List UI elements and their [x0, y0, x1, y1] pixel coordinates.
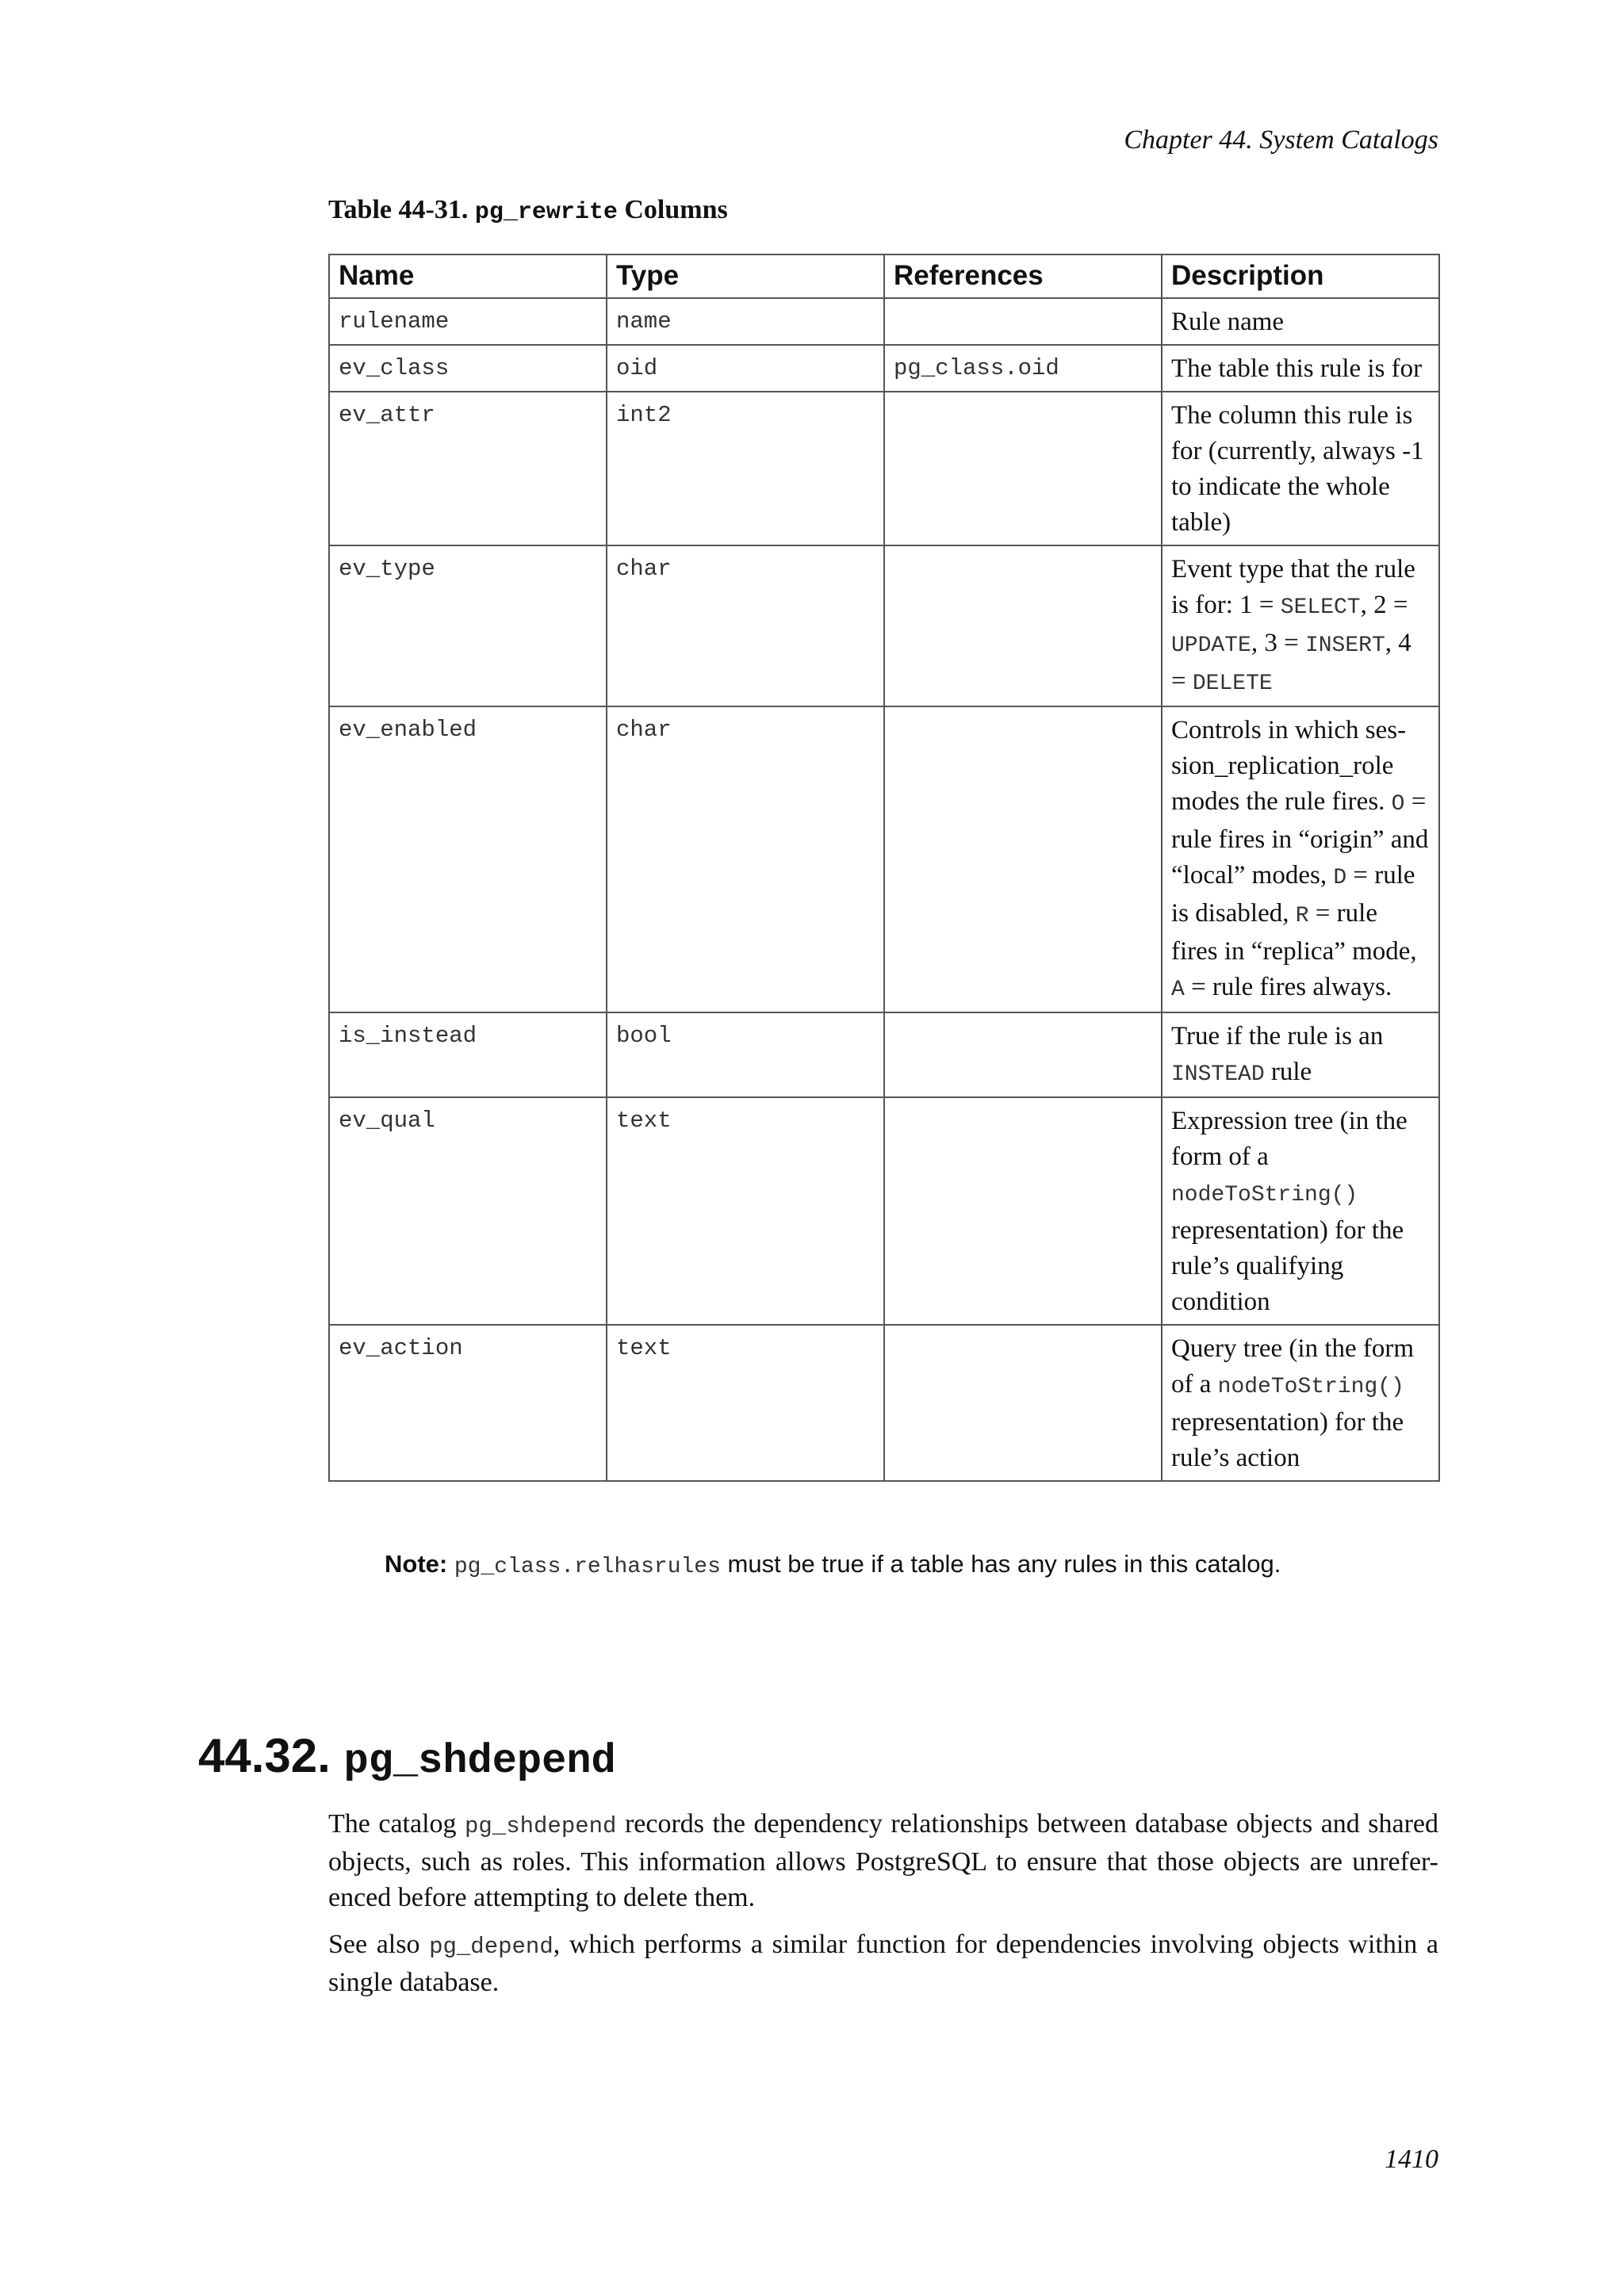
cell-references — [884, 1325, 1162, 1481]
desc-code: UPDATE — [1171, 633, 1251, 658]
table-row — [329, 298, 1439, 345]
cell-references — [884, 392, 1162, 545]
cell-type: char — [607, 706, 884, 1012]
table-row — [329, 345, 1439, 392]
desc-code: R — [1295, 904, 1309, 928]
desc-code: INSTEAD — [1171, 1062, 1265, 1087]
table-row — [329, 392, 1439, 545]
table-row — [329, 1097, 1439, 1325]
cell-references — [884, 298, 1162, 345]
desc-code: nodeToString() — [1171, 1183, 1358, 1207]
desc-code: O — [1391, 792, 1405, 817]
section-number: 44.32. — [198, 1729, 344, 1782]
cell-description — [1162, 706, 1439, 1012]
paragraph — [328, 1927, 1438, 2000]
para-text: See also — [328, 1930, 430, 1959]
page-number: 1410 — [1385, 2145, 1438, 2174]
column-header-description: Description — [1162, 254, 1439, 298]
cell-type: bool — [607, 1012, 884, 1097]
cell-references — [884, 706, 1162, 1012]
desc-text: = rule fires in “replica” mode, — [1171, 899, 1417, 966]
cell-type: char — [607, 545, 884, 706]
desc-text: Query tree (in the form of a — [1171, 1334, 1415, 1399]
section-title-code: pg_shdepend — [343, 1738, 616, 1785]
cell-name: ev_attr — [329, 392, 607, 545]
cell-description: The table this rule is for — [1162, 345, 1439, 392]
column-header-type: Type — [607, 254, 884, 298]
caption-suffix: Columns — [617, 195, 728, 224]
section-heading — [198, 1728, 616, 1785]
desc-text: = rule fires always. — [1184, 973, 1392, 1001]
table-header-row — [329, 254, 1439, 298]
caption-prefix: Table 44-31. — [328, 195, 475, 224]
column-header-name: Name — [329, 254, 607, 298]
desc-text: representation) for the rule’s qualifying condition — [1171, 1216, 1404, 1316]
pg-rewrite-columns-table — [328, 254, 1440, 1482]
cell-type: oid — [607, 345, 884, 392]
cell-references — [884, 1097, 1162, 1325]
cell-name: ev_class — [329, 345, 607, 392]
cell-type: int2 — [607, 392, 884, 545]
cell-description — [1162, 545, 1439, 706]
desc-text: Event type that the rule is for: 1 = — [1171, 555, 1415, 619]
cell-name: ev_type — [329, 545, 607, 706]
desc-text: = rule is disabled, — [1171, 861, 1415, 928]
table-row — [329, 1012, 1439, 1097]
note — [385, 1550, 1281, 1579]
table-row — [329, 1325, 1439, 1481]
note-code: pg_class.relhasrules — [454, 1555, 721, 1579]
column-header-references: References — [884, 254, 1162, 298]
note-text: must be true if a table has any rules in this catalog. — [720, 1550, 1281, 1578]
para-code: pg_shdepend — [465, 1813, 617, 1839]
desc-code: SELECT — [1280, 595, 1361, 620]
cell-name: ev_action — [329, 1325, 607, 1481]
table-row — [329, 545, 1439, 706]
desc-text: , 3 = — [1251, 629, 1305, 657]
desc-text: True if the rule is an — [1171, 1022, 1384, 1050]
cell-references — [884, 1012, 1162, 1097]
para-text: , which performs a similar function for dependencies involving objects within a single database. — [328, 1930, 1439, 1997]
cell-name: is_instead — [329, 1012, 607, 1097]
cell-type: text — [607, 1325, 884, 1481]
desc-code: INSERT — [1304, 633, 1385, 658]
cell-description — [1162, 1325, 1439, 1481]
desc-text: = rule fires in “origin” and “local” modes, — [1171, 787, 1429, 890]
cell-references: pg_class.oid — [884, 345, 1162, 392]
desc-code: DELETE — [1192, 672, 1273, 696]
cell-description — [1162, 1012, 1439, 1097]
desc-text: , 2 = — [1360, 591, 1408, 619]
cell-type: text — [607, 1097, 884, 1325]
desc-code: D — [1333, 866, 1347, 890]
note-label: Note: — [385, 1550, 448, 1578]
para-text: records the dependency relationships between database objects and shared objects, such as roles. This information allows PostgreSQL to ensure that those objects are unrefer-enced before attempting to delete them. — [328, 1809, 1439, 1912]
table-caption — [328, 195, 728, 226]
para-code: pg_depend — [429, 1934, 553, 1960]
desc-text: Expression tree (in the form of a — [1171, 1107, 1408, 1171]
cell-type: name — [607, 298, 884, 345]
cell-description: The column this rule is for (currently, always -1 to indicate the whole table) — [1162, 392, 1439, 545]
table-row — [329, 706, 1439, 1012]
desc-text: , 4 = — [1171, 629, 1411, 695]
cell-description — [1162, 1097, 1439, 1325]
caption-code: pg_rewrite — [474, 199, 618, 226]
desc-text: rule — [1264, 1058, 1312, 1086]
desc-code: A — [1171, 978, 1185, 1002]
paragraph — [328, 1806, 1438, 1915]
cell-description: Rule name — [1162, 298, 1439, 345]
cell-name: ev_qual — [329, 1097, 607, 1325]
running-header: Chapter 44. System Catalogs — [1124, 125, 1438, 155]
cell-name: rulename — [329, 298, 607, 345]
desc-text: representation) for the rule’s action — [1171, 1408, 1404, 1472]
para-text: The catalog — [328, 1809, 465, 1839]
desc-code: nodeToString() — [1217, 1375, 1404, 1399]
cell-references — [884, 545, 1162, 706]
cell-name: ev_enabled — [329, 706, 607, 1012]
desc-text: Controls in which ses-sion_replication_role modes the rule fires. — [1171, 716, 1407, 816]
